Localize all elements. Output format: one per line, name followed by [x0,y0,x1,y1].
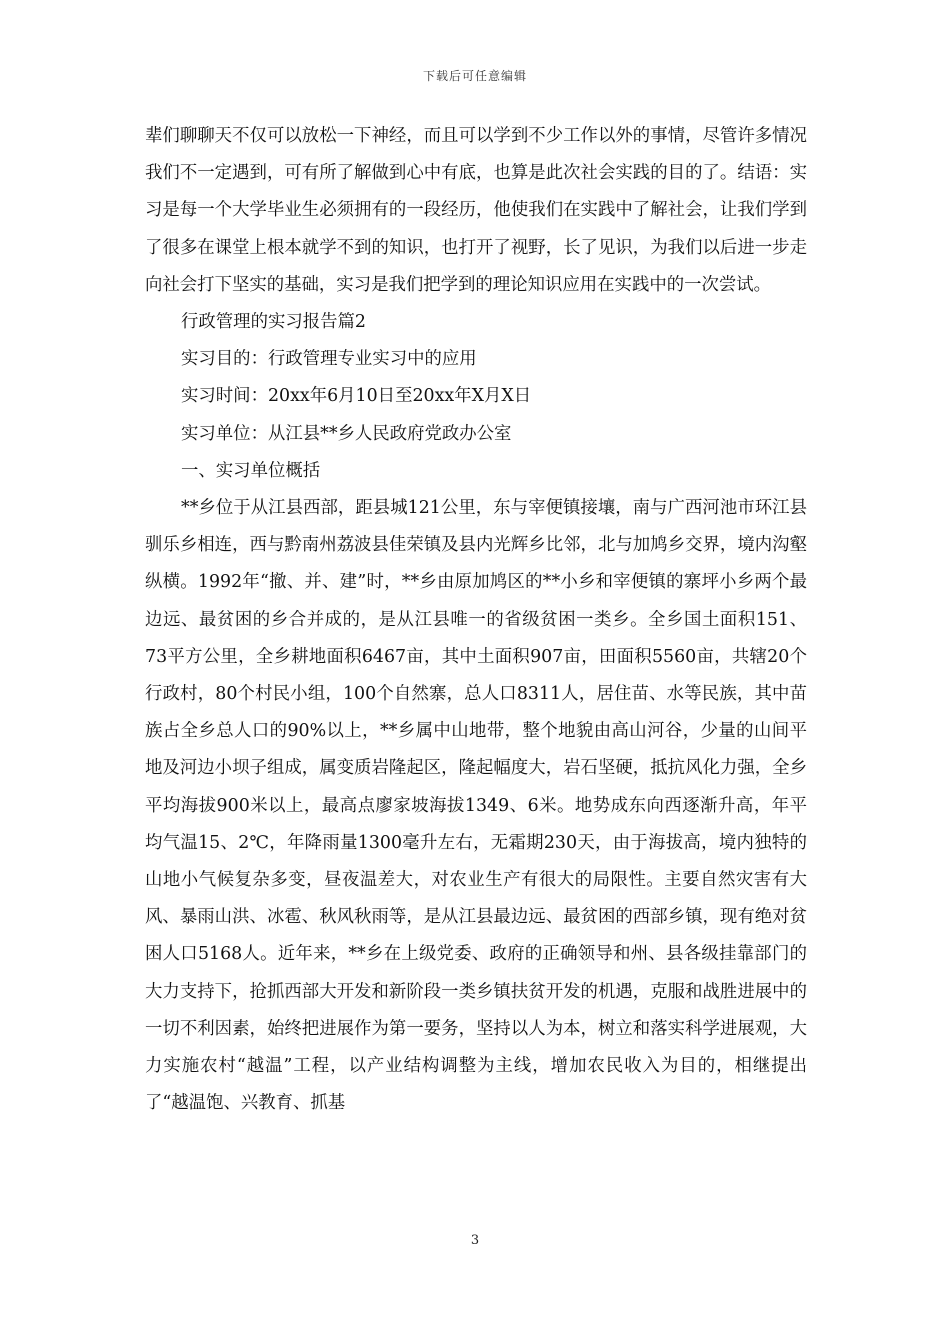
document-body [145,118,807,1122]
page-number: 3 [470,1233,480,1248]
internship-purpose: 实习目的：行政管理专业实习中的应用 [181,349,477,370]
internship-time: 实习时间：20xx年6月10日至20xx年X月X日 [181,386,532,407]
internship-unit: 实习单位：从江县**乡人民政府党政办公室 [181,423,512,444]
section-title: 行政管理的实习报告篇2 [181,312,366,333]
page-header-note: 下载后可任意编辑 [422,69,527,83]
overview-paragraph: **乡位于从江县西部，距县城121公里，东与宰便镇接壤，南与广西河池市环江县驯乐乡相连，西与黔南州荔波县佳荣镇及县内光辉乡比邻，北与加鸠乡交界，境内沟壑纵横。1992年“撤、并、建”时，**乡由原加鸠区的**小乡和宰便镇的寨坪小乡两个最边远、最贫困的乡合并成的，是从江县唯一的省级贫困一类乡。全乡国土面积151、73平方公里，全乡耕地面积6467亩，其中土面积907亩，田面积5560亩，共辖20个行政村，80个村民小组，100个自然寨，总人口8311人，居住苗、水等民族，其中苗族占全乡总人口的90%以上，**乡属中山地带，整个地貌由高山河谷，少量的山间平地及河边小坝子组成，属变质岩隆起区，隆起幅度大，岩石坚硬，抵抗风化力强，全乡平均海拔900米以上，最高点廖家坡海拔1349、6米。地势成东向西逐渐升高，年平均气温15、2℃，年降雨量1300毫升左右，无霜期230天，由于海拔高，境内独特的山地小气候复杂多变，昼夜温差大，对农业生产有很大的局限性。主要自然灾害有大风、暴雨山洪、冰雹、秋风秋雨等，是从江县最边远、最贫困的西部乡镇，现有绝对贫困人口5168人。近年来，**乡在上级党委、政府的正确领导和州、县各级挂靠部门的大力支持下，抢抓西部大开发和新阶段一类乡镇扶贫开发的机遇，克服和战胜进展中的一切不利因素，始终把进展作为第一要务，坚持以人为本，树立和落实科学进展观，大力实施农村“越温”工程，以产业结构调整为主线，增加农民收入为目的，相继提出了“越温饱、兴教育、抓基 [145,498,807,1114]
continuation-paragraph: 辈们聊聊天不仅可以放松一下神经，而且可以学到不少工作以外的事情，尽管许多情况我们不一定遇到，可有所了解做到心中有底，也算是此次社会实践的目的了。结语：实习是每一个大学毕业生必须拥有的一段经历，他使我们在实践中了解社会，让我们学到了很多在课堂上根本就学不到的知识，也打开了视野，长了见识，为我们以后进一步走向社会打下坚实的基础，实习是我们把学到的理论知识应用在实践中的一次尝试。 [145,126,807,295]
heading-unit-overview: 一、实习单位概括 [181,460,321,481]
